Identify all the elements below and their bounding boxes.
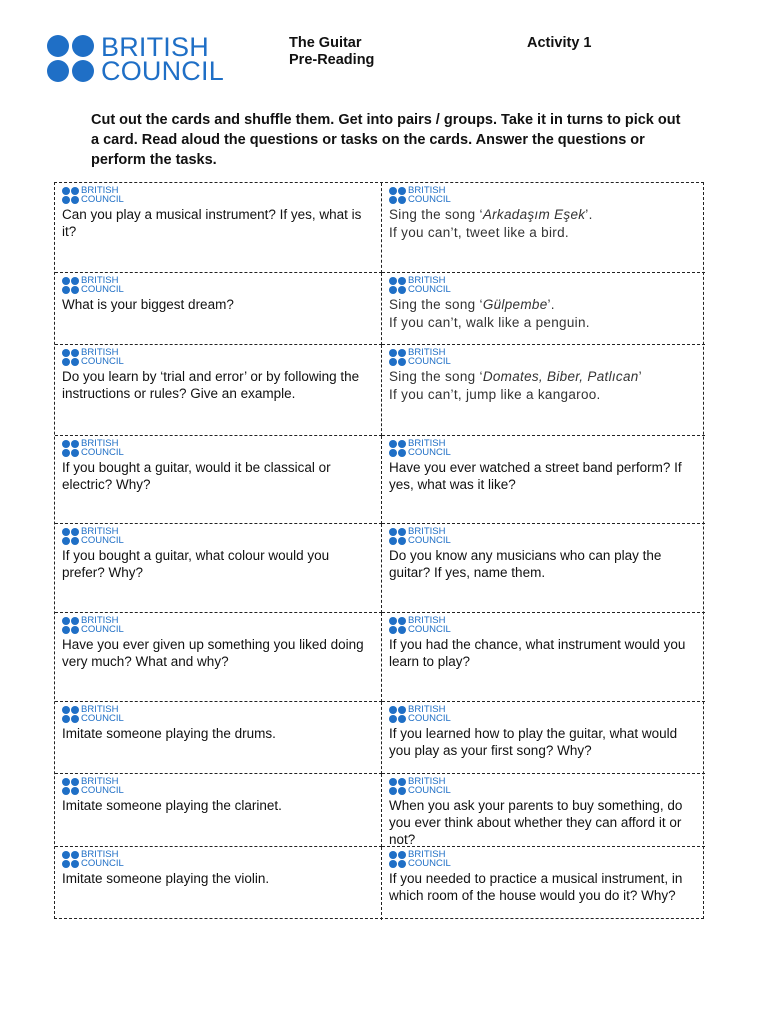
card-question: Imitate someone playing the drums. <box>62 726 276 741</box>
card-question: If you bought a guitar, what colour would you prefer? Why? <box>62 548 330 580</box>
logo-line-2: COUNCIL <box>81 284 124 295</box>
card-logo-wordmark <box>81 348 124 366</box>
card <box>55 436 382 524</box>
logo-line-1: BRITISH <box>408 526 446 537</box>
card-logo-wordmark <box>81 527 124 545</box>
card-logo <box>62 849 375 869</box>
song-prefix: Sing the song ‘ <box>389 369 483 384</box>
card <box>55 613 382 702</box>
logo-line-1: BRITISH <box>81 275 119 286</box>
logo-line-1: BRITISH <box>81 615 119 626</box>
logo-line-2: COUNCIL <box>81 194 124 205</box>
card-logo <box>62 526 375 546</box>
title-text: The Guitar <box>289 35 362 51</box>
card-question: If you needed to practice a musical instrument, in which room of the house would you do it? Why? <box>389 871 683 903</box>
song-suffix: ’ <box>638 369 642 384</box>
card-grid <box>54 182 704 919</box>
card-logo-wordmark <box>408 616 451 634</box>
card-logo <box>389 526 699 546</box>
subtitle-text: Pre-Reading <box>289 52 375 68</box>
logo-dots-icon <box>62 706 79 723</box>
logo-line-2: COUNCIL <box>408 194 451 205</box>
logo-dots-icon <box>62 617 79 634</box>
card-logo <box>389 615 699 635</box>
song-title: Arkadaşım Eşek <box>482 207 586 222</box>
card <box>55 183 382 273</box>
card-logo <box>389 347 699 367</box>
card <box>382 524 705 613</box>
logo-dots-icon <box>62 277 79 294</box>
card-logo <box>389 776 699 796</box>
logo-dots-icon <box>47 35 95 83</box>
logo-dots-icon <box>62 778 79 795</box>
song-suffix: ’. <box>585 207 593 222</box>
card-logo-wordmark <box>408 527 451 545</box>
logo-line-1: BRITISH <box>81 776 119 787</box>
logo-line-1: BRITISH <box>408 849 446 860</box>
document-title <box>289 35 374 69</box>
card-logo-wordmark <box>408 705 451 723</box>
logo-line-1: BRITISH <box>408 275 446 286</box>
card-logo <box>389 704 699 724</box>
card <box>55 273 382 345</box>
card-logo <box>62 347 375 367</box>
card <box>382 613 705 702</box>
card-question: If you had the chance, what instrument would you learn to play? <box>389 637 686 669</box>
logo-line-2: COUNCIL <box>81 447 124 458</box>
card-song-task <box>389 296 699 313</box>
song-title: Gülpembe <box>482 297 548 312</box>
card-question: Imitate someone playing the violin. <box>62 871 270 886</box>
logo-line-1: BRITISH <box>408 615 446 626</box>
card-song-task <box>389 206 699 223</box>
logo-line-2: COUNCIL <box>408 785 451 796</box>
logo-line-2: COUNCIL <box>81 356 124 367</box>
logo-dots-icon <box>389 187 406 204</box>
logo-wordmark <box>101 32 224 86</box>
logo-line-2: COUNCIL <box>81 713 124 724</box>
card-logo <box>389 438 699 458</box>
card <box>382 702 705 774</box>
card-logo-wordmark <box>81 705 124 723</box>
logo-dots-icon <box>389 277 406 294</box>
card-logo-wordmark <box>408 348 451 366</box>
logo-line-2: COUNCIL <box>81 858 124 869</box>
logo-line-1: BRITISH <box>408 704 446 715</box>
card-logo <box>62 704 375 724</box>
logo-line-2: COUNCIL <box>408 284 451 295</box>
card-logo-wordmark <box>408 276 451 294</box>
card-logo <box>62 615 375 635</box>
logo-line-2: COUNCIL <box>81 624 124 635</box>
logo-line-2: COUNCIL <box>101 56 224 86</box>
logo-dots-icon <box>62 440 79 457</box>
logo-line-1: BRITISH <box>81 704 119 715</box>
card <box>382 183 705 273</box>
card-question: Do you know any musicians who can play the guitar? If yes, name them. <box>389 548 662 580</box>
activity-label: Activity 1 <box>527 35 592 51</box>
logo-line-1: BRITISH <box>408 776 446 787</box>
card <box>382 436 705 524</box>
logo-line-2: COUNCIL <box>408 356 451 367</box>
logo-dots-icon <box>389 706 406 723</box>
card-song-task <box>389 368 699 385</box>
card <box>382 273 705 345</box>
logo-line-1: BRITISH <box>408 347 446 358</box>
song-suffix: ’. <box>547 297 555 312</box>
logo-dots-icon <box>62 349 79 366</box>
card-logo-wordmark <box>408 777 451 795</box>
card-logo <box>62 776 375 796</box>
logo-line-2: COUNCIL <box>81 535 124 546</box>
logo-line-2: COUNCIL <box>408 447 451 458</box>
logo-line-2: COUNCIL <box>408 535 451 546</box>
card-logo-wordmark <box>408 439 451 457</box>
card-question: If you learned how to play the guitar, what would you play as your first song? Why? <box>389 726 678 758</box>
logo-dots-icon <box>389 617 406 634</box>
logo-dots-icon <box>62 528 79 545</box>
card-logo-wordmark <box>408 850 451 868</box>
card <box>382 847 705 920</box>
card-logo-wordmark <box>81 616 124 634</box>
card-logo <box>389 275 699 295</box>
card-question: Have you ever watched a street band perform? If yes, what was it like? <box>389 460 682 492</box>
card-fallback-task: If you can’t, tweet like a bird. <box>389 225 569 240</box>
logo-line-2: COUNCIL <box>408 713 451 724</box>
card <box>382 774 705 847</box>
logo-dots-icon <box>389 778 406 795</box>
logo-line-1: BRITISH <box>101 32 209 62</box>
card-question: Have you ever given up something you liked doing very much? What and why? <box>62 637 364 669</box>
card-fallback-task: If you can’t, jump like a kangaroo. <box>389 387 601 402</box>
card <box>55 345 382 436</box>
card-logo-wordmark <box>81 276 124 294</box>
card-logo <box>389 849 699 869</box>
logo-line-1: BRITISH <box>81 438 119 449</box>
logo-dots-icon <box>389 440 406 457</box>
card-question: Imitate someone playing the clarinet. <box>62 798 282 813</box>
logo-line-1: BRITISH <box>408 438 446 449</box>
card <box>382 345 705 436</box>
logo-dots-icon <box>389 528 406 545</box>
card-question: Can you play a musical instrument? If yes, what is it? <box>62 207 362 239</box>
card-logo-wordmark <box>408 186 451 204</box>
logo-line-2: COUNCIL <box>408 858 451 869</box>
logo-line-2: COUNCIL <box>81 785 124 796</box>
logo-dots-icon <box>389 349 406 366</box>
card-logo <box>62 438 375 458</box>
card-logo <box>62 185 375 205</box>
card <box>55 774 382 847</box>
logo-dots-icon <box>62 187 79 204</box>
card-logo <box>62 275 375 295</box>
card-logo-wordmark <box>81 850 124 868</box>
card-logo-wordmark <box>81 439 124 457</box>
song-title: Domates, Biber, Patlıcan <box>482 369 639 384</box>
song-prefix: Sing the song ‘ <box>389 297 483 312</box>
card-fallback-task: If you can’t, walk like a penguin. <box>389 315 590 330</box>
logo-dots-icon <box>62 851 79 868</box>
logo-line-1: BRITISH <box>81 526 119 537</box>
song-prefix: Sing the song ‘ <box>389 207 483 222</box>
logo-line-1: BRITISH <box>81 185 119 196</box>
card-question: If you bought a guitar, would it be classical or electric? Why? <box>62 460 331 492</box>
card-logo-wordmark <box>81 777 124 795</box>
british-council-logo <box>47 32 224 86</box>
card-logo <box>389 185 699 205</box>
logo-line-1: BRITISH <box>81 347 119 358</box>
logo-line-1: BRITISH <box>81 849 119 860</box>
card-question: When you ask your parents to buy something, do you ever think about whether they can afford it or not? <box>389 798 683 847</box>
card <box>55 847 382 920</box>
card-logo-wordmark <box>81 186 124 204</box>
card <box>55 702 382 774</box>
logo-line-1: BRITISH <box>408 185 446 196</box>
logo-dots-icon <box>389 851 406 868</box>
card-question: What is your biggest dream? <box>62 297 234 312</box>
card-question: Do you learn by ‘trial and error’ or by following the instructions or rules? Give an example. <box>62 369 360 401</box>
card <box>55 524 382 613</box>
logo-line-2: COUNCIL <box>408 624 451 635</box>
instructions: Cut out the cards and shuffle them. Get into pairs / groups. Take it in turns to pick out a card. Read aloud the questions or tasks on the cards. Answer the questions or perform the tasks. <box>91 112 681 168</box>
